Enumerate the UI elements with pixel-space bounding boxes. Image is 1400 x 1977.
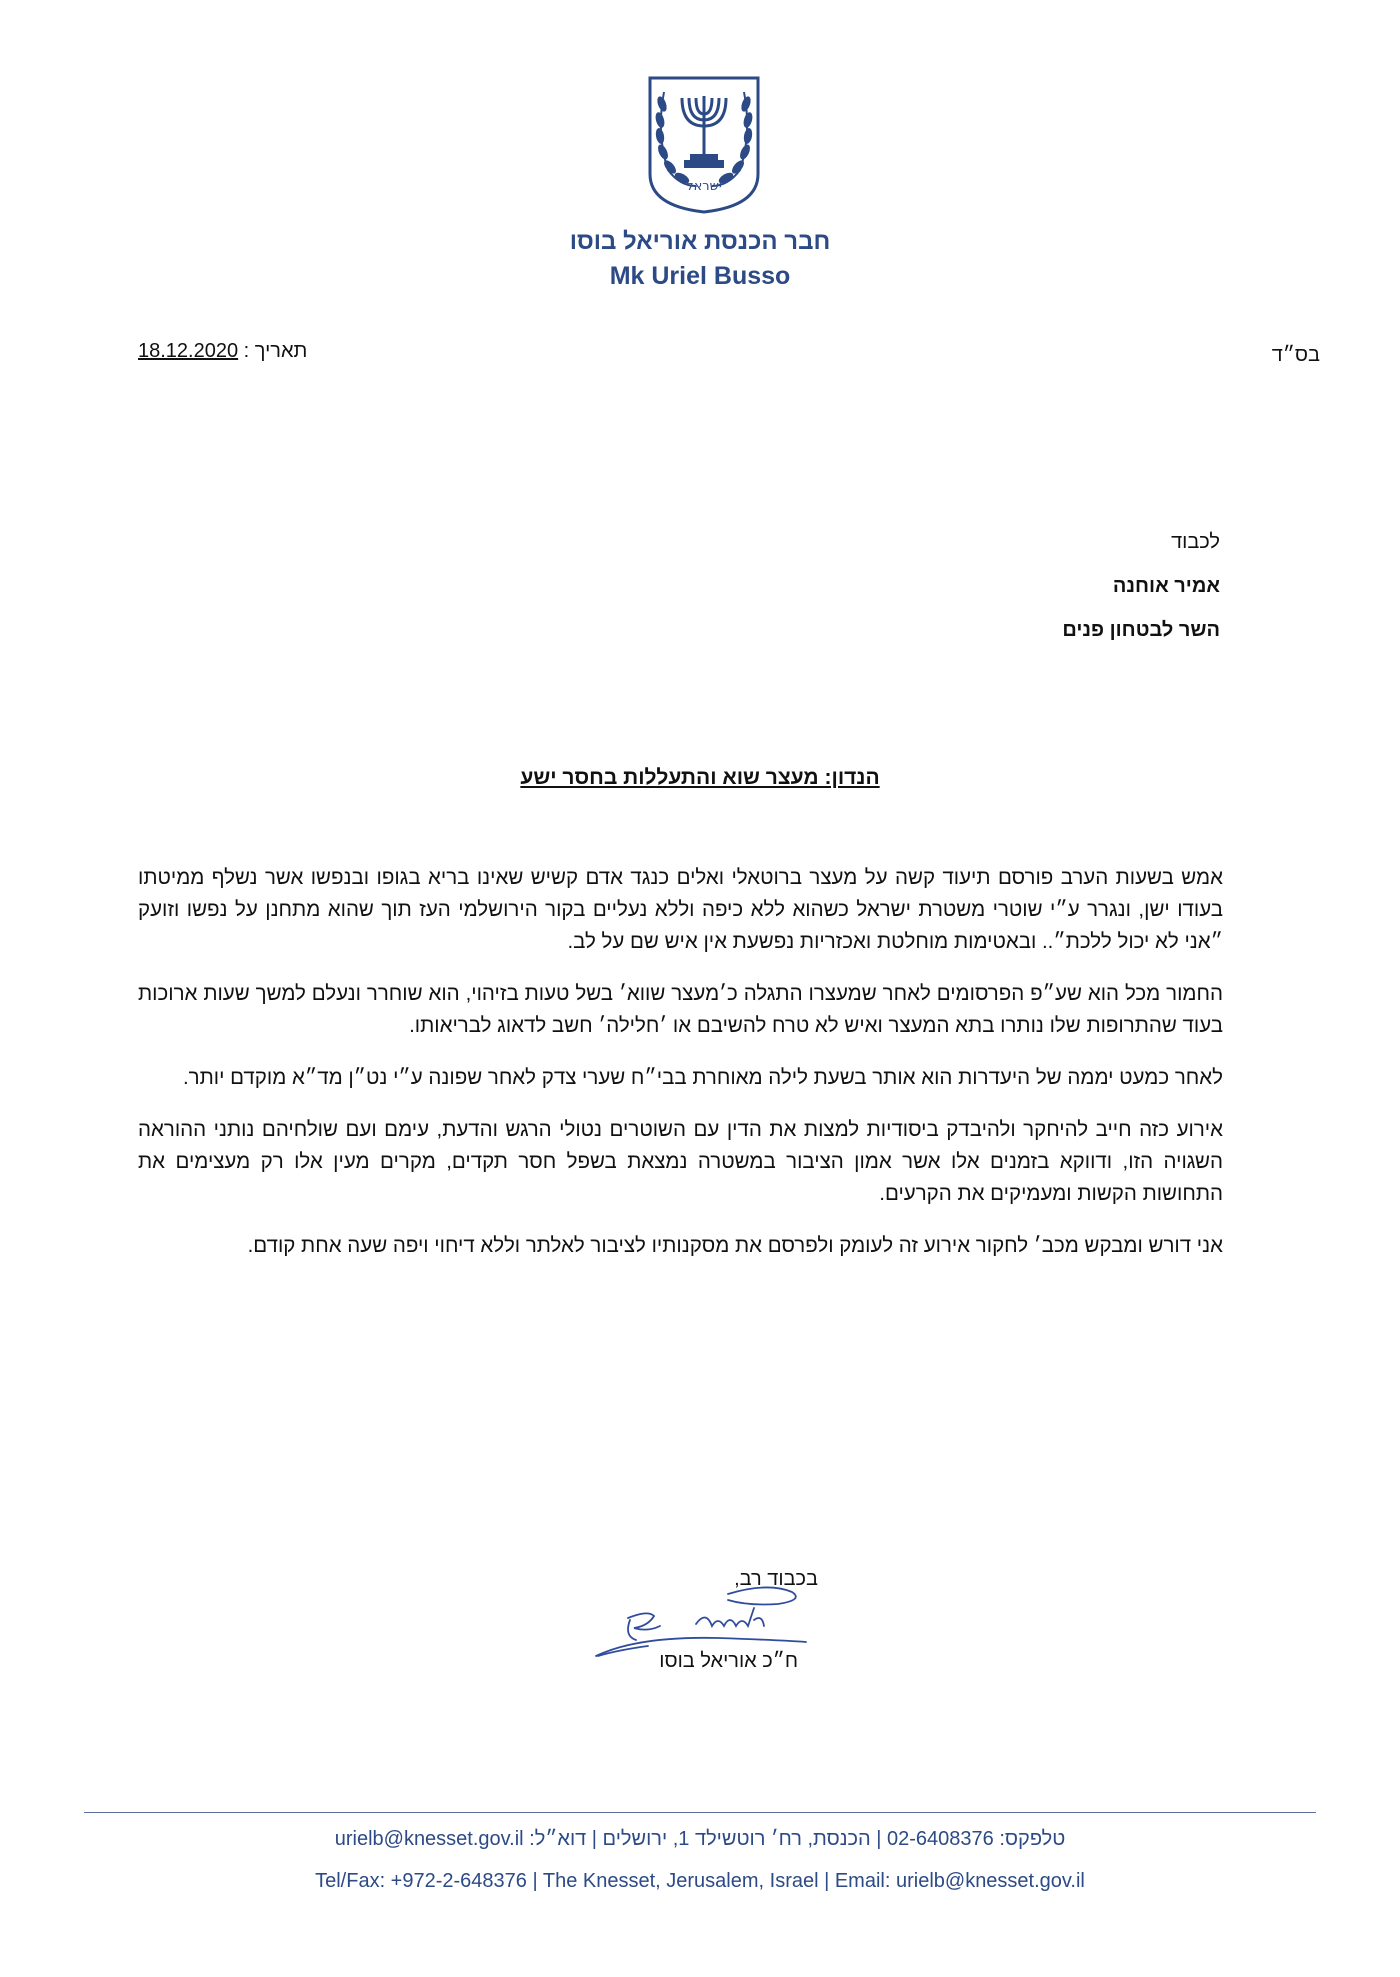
state-emblem-icon xyxy=(646,74,762,214)
body-paragraph: לאחר כמעט יממה של היעדרות הוא אותר בשעת לילה מאוחרת בבי״ח שערי צדק לאחר שפונה ע״י נט״ן מד״א מוקדם יותר. xyxy=(182,1066,1223,1089)
subject-line: הנדון: מעצר שוא והתעללות בחסר ישע xyxy=(520,766,880,789)
addressee-block xyxy=(1062,520,1220,652)
emblem-caption: ישראל xyxy=(686,179,722,194)
letterhead-name-hebrew: חבר הכנסת אוריאל בוסו xyxy=(569,228,831,255)
body-paragraph: אני דורש ומבקש מכב׳ לחקור אירוע זה לעומק ולפרסם את מסקנותיו לציבור לאלתר וללא דיחוי ויפה שעה אחת קודם. xyxy=(247,1234,1223,1257)
footer-divider xyxy=(84,1812,1316,1813)
date-line xyxy=(138,340,307,363)
footer-contact-hebrew: טלפקס: 02-6408376 | הכנסת, רח׳ רוטשילד 1, ירושלים | דוא״ל: urielb@knesset.gov.il xyxy=(334,1828,1066,1850)
addressee-name: אמיר אוחנה xyxy=(1112,575,1220,597)
body-paragraph: החמור מכל הוא שע״פ הפרסומים לאחר שמעצרו התגלה כ׳מעצר שווא׳ בשל טעות בזיהוי, הוא שוחרר ונעלם למשך שעות ארוכות בעוד שהתרופות שלו נותרו בתא המעצר ואיש לא טרח להשיבם או ׳חלילה׳ חשב לדאוג לבריאותו. xyxy=(138,982,1223,1037)
letterhead-name-english: Mk Uriel Busso xyxy=(609,262,791,290)
body-paragraph: אמש בשעות הערב פורסם תיעוד קשה על מעצר ברוטאלי ואלים כנגד אדם קשיש שאינו בריא בגופו ובנפשו אשר נשלף ממיטתו בעודו ישן, ונגרר ע״י שוטרי משטרת ישראל כשהוא ללא כיפה וללא נעליים בקור הירושלמי העז תוך שהוא מתחנן על נפשו וזועק ״אני לא יכול ללכת״.. ובאטימות מוחלטת ואכזריות נפשעת אין איש שם על לב. xyxy=(138,866,1223,953)
footer-contact-english: Tel/Fax: +972-2-648376 | The Knesset, Jerusalem, Israel | Email: urielb@knesset.gov.il xyxy=(315,1870,1085,1892)
letter-body xyxy=(138,862,1223,1282)
addressee-salutation: לכבוד xyxy=(1171,531,1220,553)
body-paragraph: אירוע כזה חייב להיחקר ולהיבדק ביסודיות למצות את הדין עם השוטרים נטולי הרגש והדעת, עימם ועם שולחיהם נותני ההוראה השגויה הזו, ודווקא בזמנים אלו אשר אמון הציבור במשטרה נמצאת בשפל חסר תקדים, מקרים מעין אלו רק מעצימים את התחושות הקשות ומעמיקים את הקרעים. xyxy=(138,1118,1223,1205)
date-value: 18.12.2020 xyxy=(138,340,239,362)
signer-name: ח״כ אוריאל בוסו xyxy=(659,1650,798,1672)
date-label: תאריך : xyxy=(243,340,308,362)
bsd-mark: בס״ד xyxy=(1271,344,1320,366)
closing-regards: בכבוד רב, xyxy=(734,1568,818,1590)
addressee-title: השר לבטחון פנים xyxy=(1062,619,1220,641)
handwritten-signature xyxy=(578,1580,813,1660)
